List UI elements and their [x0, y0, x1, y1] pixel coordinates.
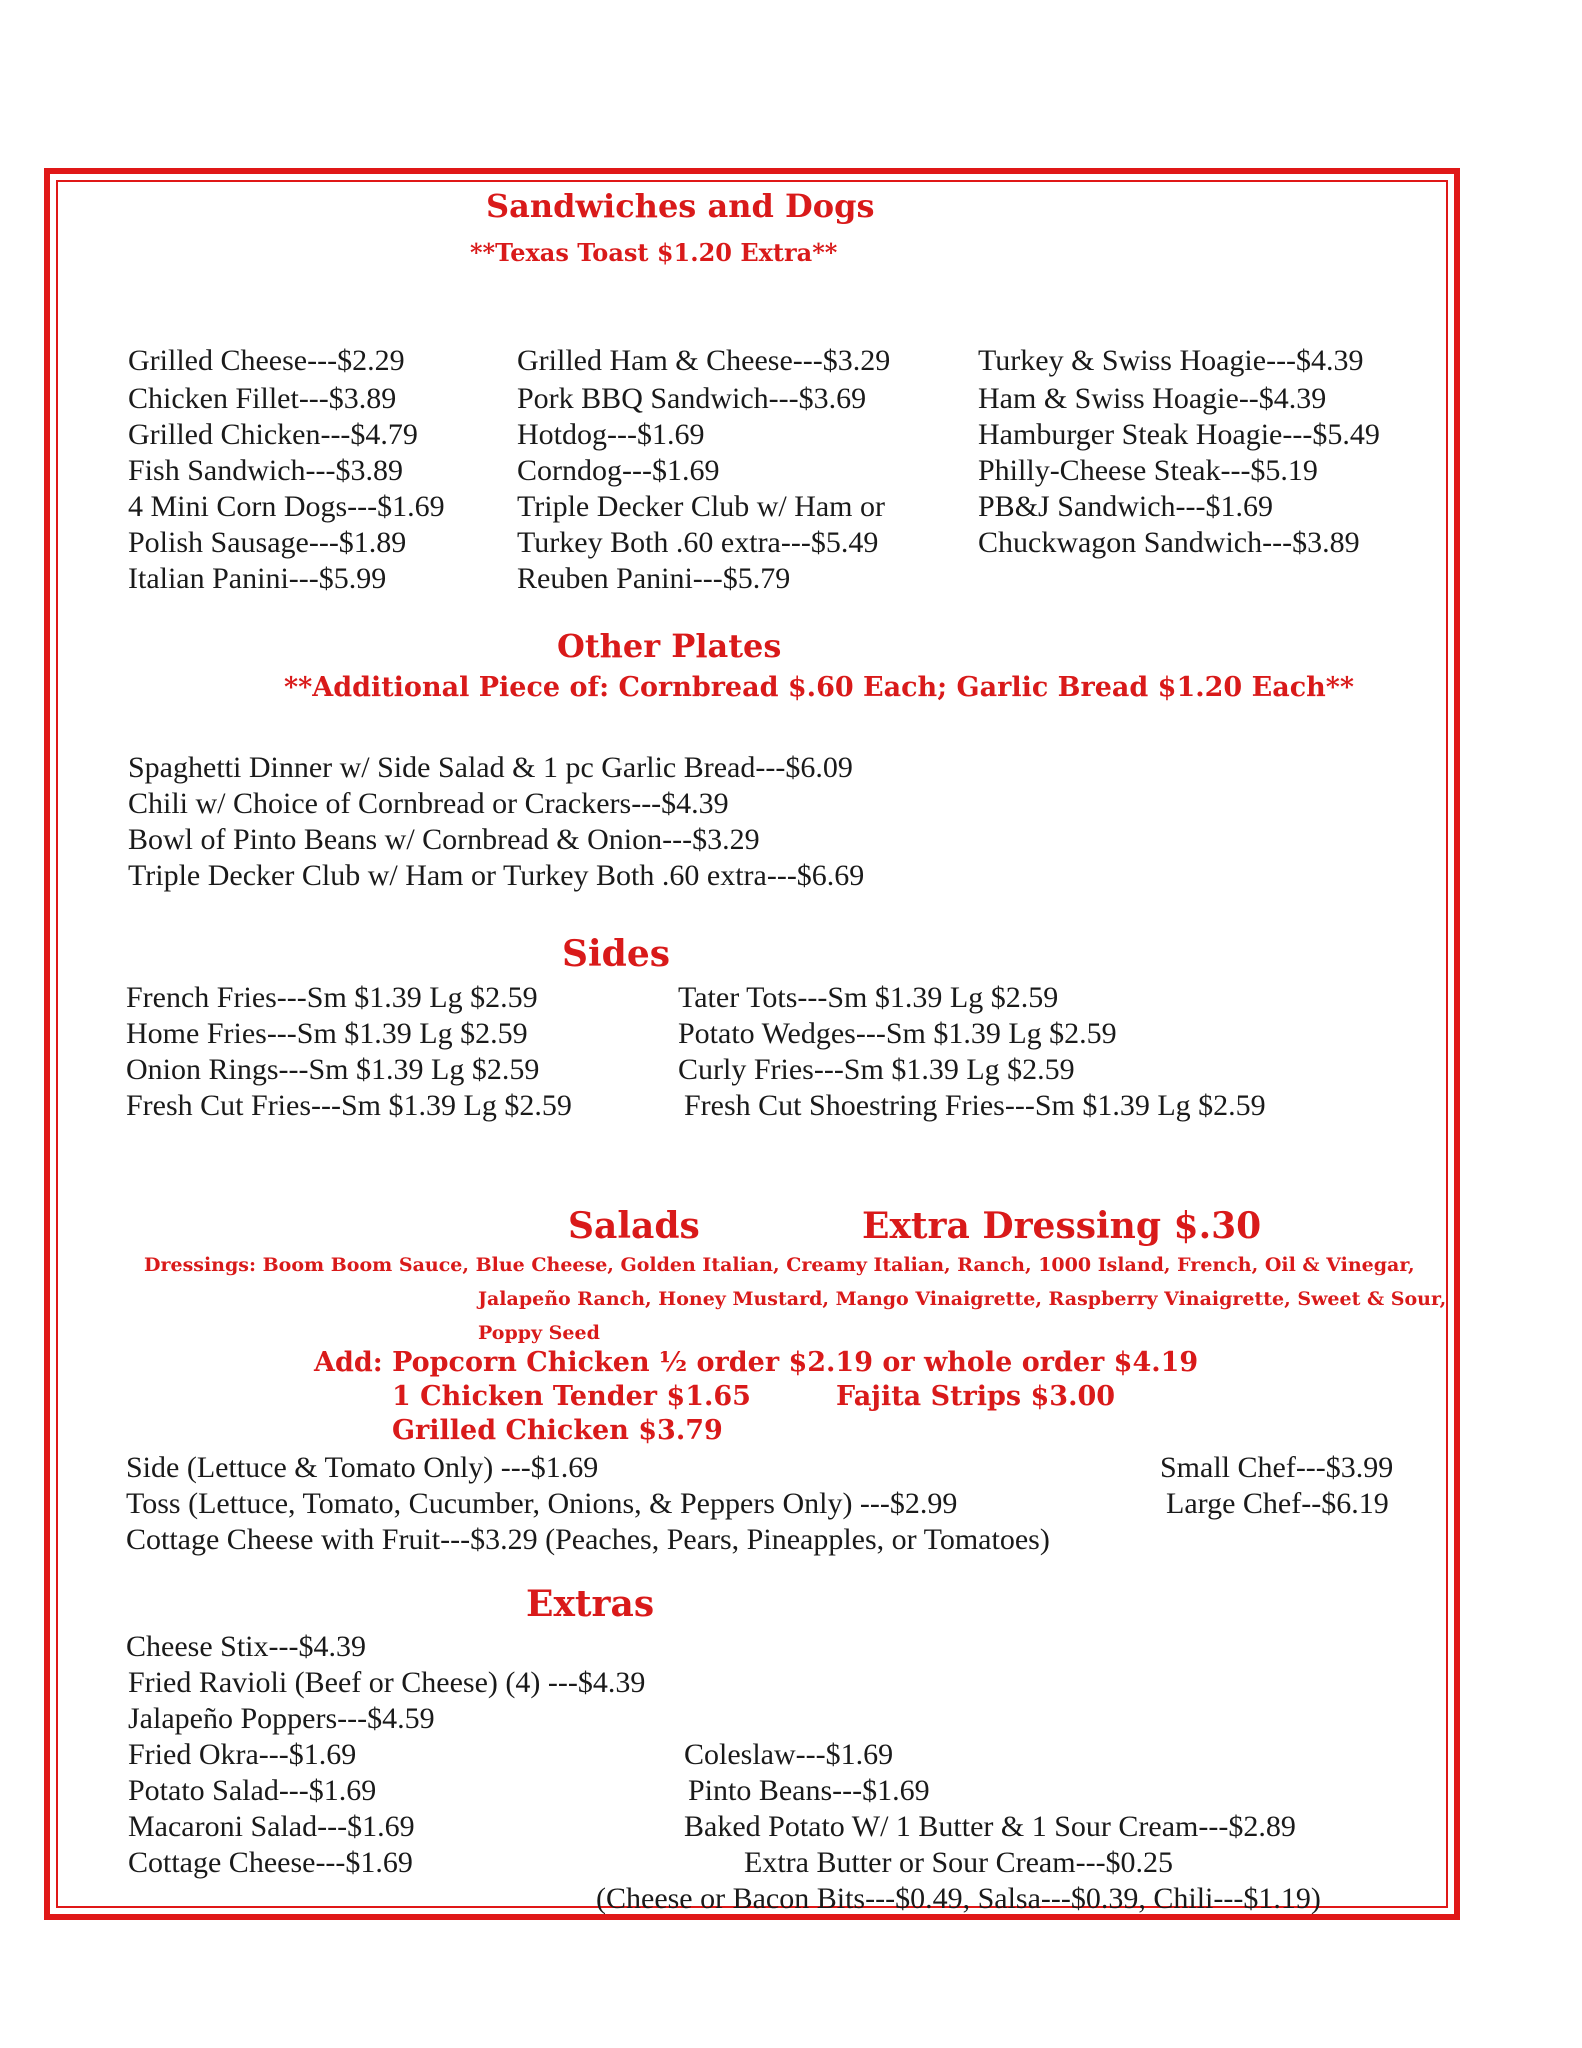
menu-item: Potato Salad---$1.69: [128, 1774, 377, 1807]
menu-item: Coleslaw---$1.69: [684, 1738, 894, 1771]
menu-item: Curly Fries---Sm $1.39 Lg $2.59: [678, 1053, 1075, 1086]
menu-item: Toss (Lettuce, Tomato, Cucumber, Onions, & Peppers Only) ---$2.99: [126, 1487, 958, 1520]
extra-dressing-heading: Extra Dressing $.30: [862, 1205, 1262, 1247]
extras-heading: Extras: [526, 1583, 655, 1625]
menu-item: Pinto Beans---$1.69: [688, 1774, 930, 1807]
texas-toast-note: **Texas Toast $1.20 Extra**: [470, 238, 838, 267]
menu-item: Hamburger Steak Hoagie---$5.49: [978, 418, 1380, 451]
menu-item: Fried Okra---$1.69: [128, 1738, 357, 1771]
other-plates-heading: Other Plates: [557, 627, 782, 665]
menu-item: Fish Sandwich---$3.89: [128, 454, 403, 487]
menu-item: Jalapeño Poppers---$4.59: [128, 1702, 435, 1735]
menu-item: Home Fries---Sm $1.39 Lg $2.59: [126, 1017, 528, 1050]
menu-item: Cheese Stix---$4.39: [126, 1630, 366, 1663]
add-chicken-tender: 1 Chicken Tender $1.65: [392, 1381, 751, 1412]
menu-item: Italian Panini---$5.99: [128, 562, 387, 595]
menu-item: Cottage Cheese---$1.69: [128, 1846, 413, 1879]
menu-item: Chuckwagon Sandwich---$3.89: [978, 526, 1360, 559]
dressings-line: Jalapeño Ranch, Honey Mustard, Mango Vinaigrette, Raspberry Vinaigrette, Sweet & Sour,: [478, 1288, 1447, 1310]
sandwiches-heading: Sandwiches and Dogs: [486, 187, 875, 225]
menu-item: Potato Wedges---Sm $1.39 Lg $2.59: [678, 1017, 1117, 1050]
menu-item: Chicken Fillet---$3.89: [128, 382, 397, 415]
menu-item: Philly-Cheese Steak---$5.19: [978, 454, 1318, 487]
menu-item: Side (Lettuce & Tomato Only) ---$1.69: [126, 1451, 599, 1484]
sides-heading: Sides: [562, 933, 671, 975]
menu-item: Turkey & Swiss Hoagie---$4.39: [978, 344, 1364, 377]
menu-item: Extra Butter or Sour Cream---$0.25: [744, 1846, 1174, 1879]
add-fajita-strips: Fajita Strips $3.00: [836, 1381, 1116, 1412]
menu-item: Fresh Cut Fries---Sm $1.39 Lg $2.59: [126, 1089, 572, 1122]
menu-item: (Cheese or Bacon Bits---$0.49, Salsa---$0.39, Chili---$1.19): [596, 1882, 1321, 1915]
menu-item: Tater Tots---Sm $1.39 Lg $2.59: [678, 981, 1059, 1014]
menu-item: Pork BBQ Sandwich---$3.69: [517, 382, 867, 415]
dressings-line: Dressings: Boom Boom Sauce, Blue Cheese, Golden Italian, Creamy Italian, Ranch, 1000 Island, French, Oil & Vinegar,: [144, 1254, 1415, 1276]
menu-item: Onion Rings---Sm $1.39 Lg $2.59: [126, 1053, 540, 1086]
menu-item: Triple Decker Club w/ Ham or: [517, 490, 885, 523]
menu-item: Macaroni Salad---$1.69: [128, 1810, 415, 1843]
menu-item: 4 Mini Corn Dogs---$1.69: [128, 490, 445, 523]
menu-item: Turkey Both .60 extra---$5.49: [517, 526, 879, 559]
menu-item: Fresh Cut Shoestring Fries---Sm $1.39 Lg $2.59: [684, 1089, 1266, 1122]
menu-item: Fried Ravioli (Beef or Cheese) (4) ---$4.39: [128, 1666, 646, 1699]
additional-piece-note: **Additional Piece of: Cornbread $.60 Each; Garlic Bread $1.20 Each**: [284, 672, 1355, 703]
menu-item: Polish Sausage---$1.89: [128, 526, 407, 559]
add-grilled-chicken: Grilled Chicken $3.79: [392, 1415, 723, 1446]
menu-item: Grilled Chicken---$4.79: [128, 418, 418, 451]
menu-item: Cottage Cheese with Fruit---$3.29 (Peaches, Pears, Pineapples, or Tomatoes): [126, 1523, 1050, 1556]
menu-item: Chili w/ Choice of Cornbread or Crackers---$4.39: [128, 787, 729, 820]
menu-item: Corndog---$1.69: [517, 454, 720, 487]
menu-item: Grilled Ham & Cheese---$3.29: [517, 344, 891, 377]
add-popcorn-chicken: Add: Popcorn Chicken ½ order $2.19 or whole order $4.19: [314, 1347, 1199, 1378]
menu-item: Ham & Swiss Hoagie--$4.39: [978, 382, 1327, 415]
menu-item: Reuben Panini---$5.79: [517, 562, 791, 595]
menu-item: Bowl of Pinto Beans w/ Cornbread & Onion---$3.29: [128, 823, 760, 856]
menu-item: Large Chef--$6.19: [1166, 1487, 1389, 1520]
menu-item: Grilled Cheese---$2.29: [128, 344, 405, 377]
menu-item: Small Chef---$3.99: [1160, 1451, 1394, 1484]
menu-item: French Fries---Sm $1.39 Lg $2.59: [126, 981, 538, 1014]
menu-item: PB&J Sandwich---$1.69: [978, 490, 1273, 523]
menu-item: Baked Potato W/ 1 Butter & 1 Sour Cream---$2.89: [684, 1810, 1296, 1843]
dressings-line: Poppy Seed: [478, 1322, 600, 1344]
menu-item: Hotdog---$1.69: [517, 418, 705, 451]
menu-item: Triple Decker Club w/ Ham or Turkey Both .60 extra---$6.69: [128, 859, 865, 892]
salads-heading: Salads: [568, 1205, 700, 1247]
menu-item: Spaghetti Dinner w/ Side Salad & 1 pc Garlic Bread---$6.09: [128, 751, 853, 784]
